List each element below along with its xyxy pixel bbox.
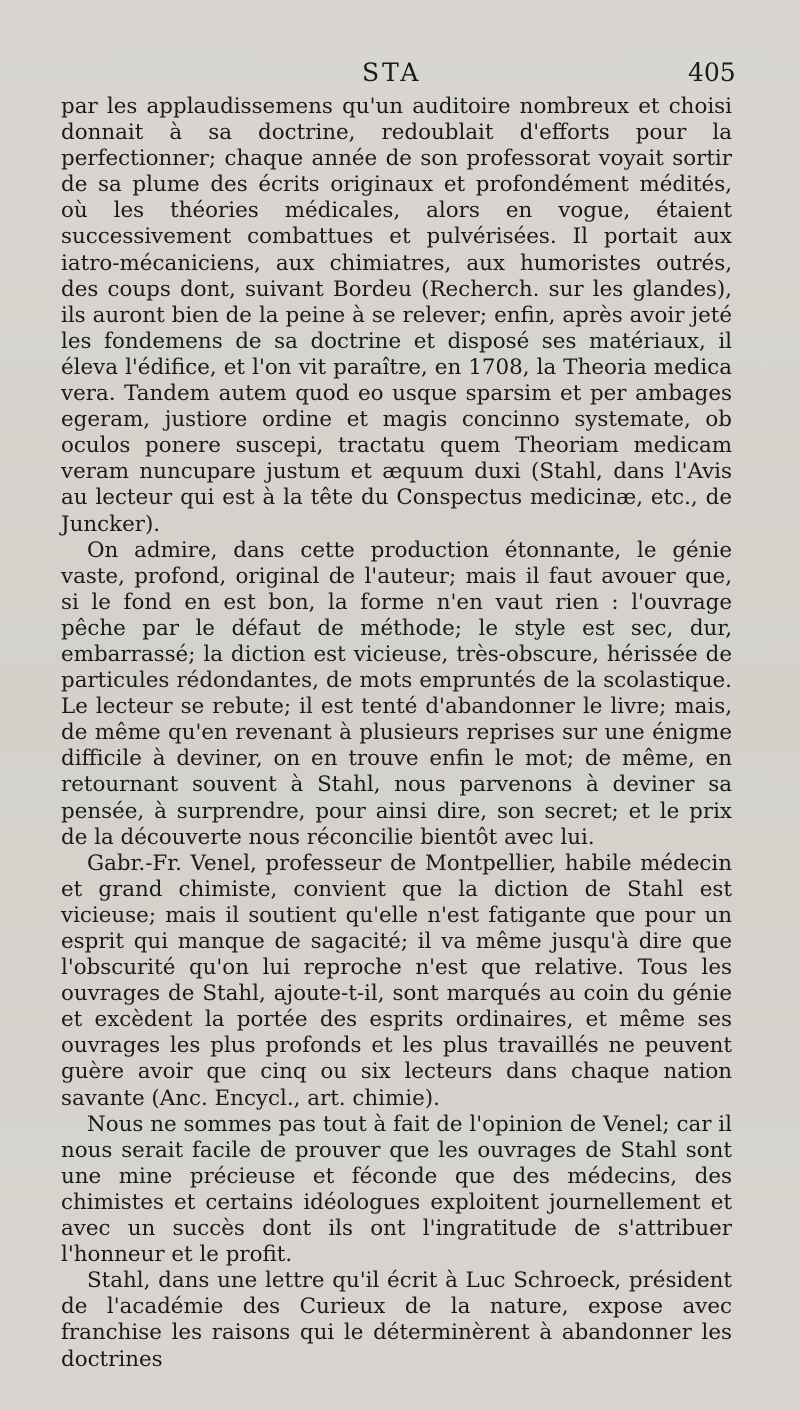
paragraph: Gabr.-Fr. Venel, professeur de Montpellier, habile médecin et grand chimiste, convient que la diction de Stahl est vicieuse; mais il soutient qu'elle n'est fatigante que pour un esprit qui manque de sagacité; il va même jusqu'à dire que l'obscurité qu'on lui reproche n'est que relative. Tous les ouvrages de Stahl, ajoute-t-il, sont marqués au coin du génie et excèdent la portée des esprits ordinaires, et même ses ouvrages les plus profonds et les plus travaillés ne peuvent guère avoir que cinq ou six lecteurs dans chaque nation savante (Anc. Encycl., art. chimie). (61, 850, 732, 1111)
body-text (61, 94, 732, 1373)
running-head: STA (362, 58, 422, 87)
page-number: 405 (688, 58, 736, 87)
paragraph-continued: par les applaudissemens qu'un auditoire nombreux et choisi donnait à sa doctrine, redoublait d'efforts pour la perfectionner; chaque année de son professorat voyait sortir de sa plume des écrits originaux et profondément médités, où les théories médicales, alors en vogue, étaient successivement combattues et pulvérisées. Il portait aux iatro-mécaniciens, aux chimiatres, aux humoristes outrés, des coups dont, suivant Bordeu (Recherch. sur les glandes), ils auront bien de la peine à se relever; enfin, après avoir jeté les fondemens de sa doctrine et disposé ses matériaux, il éleva l'édifice, et l'on vit paraître, en 1708, la Theoria medica vera. Tandem autem quod eo usque sparsim et per ambages egeram, justiore ordine et magis concinno systemate, ob oculos ponere suscepi, tractatu quem Theoriam medicam veram nuncupare justum et æquum duxi (Stahl, dans l'Avis au lecteur qui est à la tête du Conspectus medicinæ, etc., de Juncker). (61, 94, 732, 537)
paragraph: On admire, dans cette production étonnante, le génie vaste, profond, original de l'auteur; mais il faut avouer que, si le fond en est bon, la forme n'en vaut rien : l'ouvrage pêche par le défaut de méthode; le style est sec, dur, embarrassé; la diction est vicieuse, très-obscure, hérissée de particules rédondantes, de mots empruntés de la scolastique. Le lecteur se rebute; il est tenté d'abandonner le livre; mais, de même qu'en revenant à plusieurs reprises sur une énigme difficile à deviner, on en trouve enfin le mot; de même, en retournant souvent à Stahl, nous parvenons à deviner sa pensée, à surprendre, pour ainsi dire, son secret; et le prix de la découverte nous réconcilie bientôt avec lui. (61, 537, 732, 850)
paragraph: Stahl, dans une lettre qu'il écrit à Luc Schroeck, président de l'académie des Curieux de la nature, expose avec franchise les raisons qui le déterminèrent à abandonner les doctrines (61, 1268, 732, 1372)
paragraph: Nous ne sommes pas tout à fait de l'opinion de Venel; car il nous serait facile de prouver que les ouvrages de Stahl sont une mine précieuse et féconde que des médecins, des chimistes et certains idéologues exploitent journellement et avec un succès dont ils ont l'ingratitude de s'attribuer l'honneur et le profit. (61, 1111, 732, 1268)
page-header (0, 58, 800, 98)
